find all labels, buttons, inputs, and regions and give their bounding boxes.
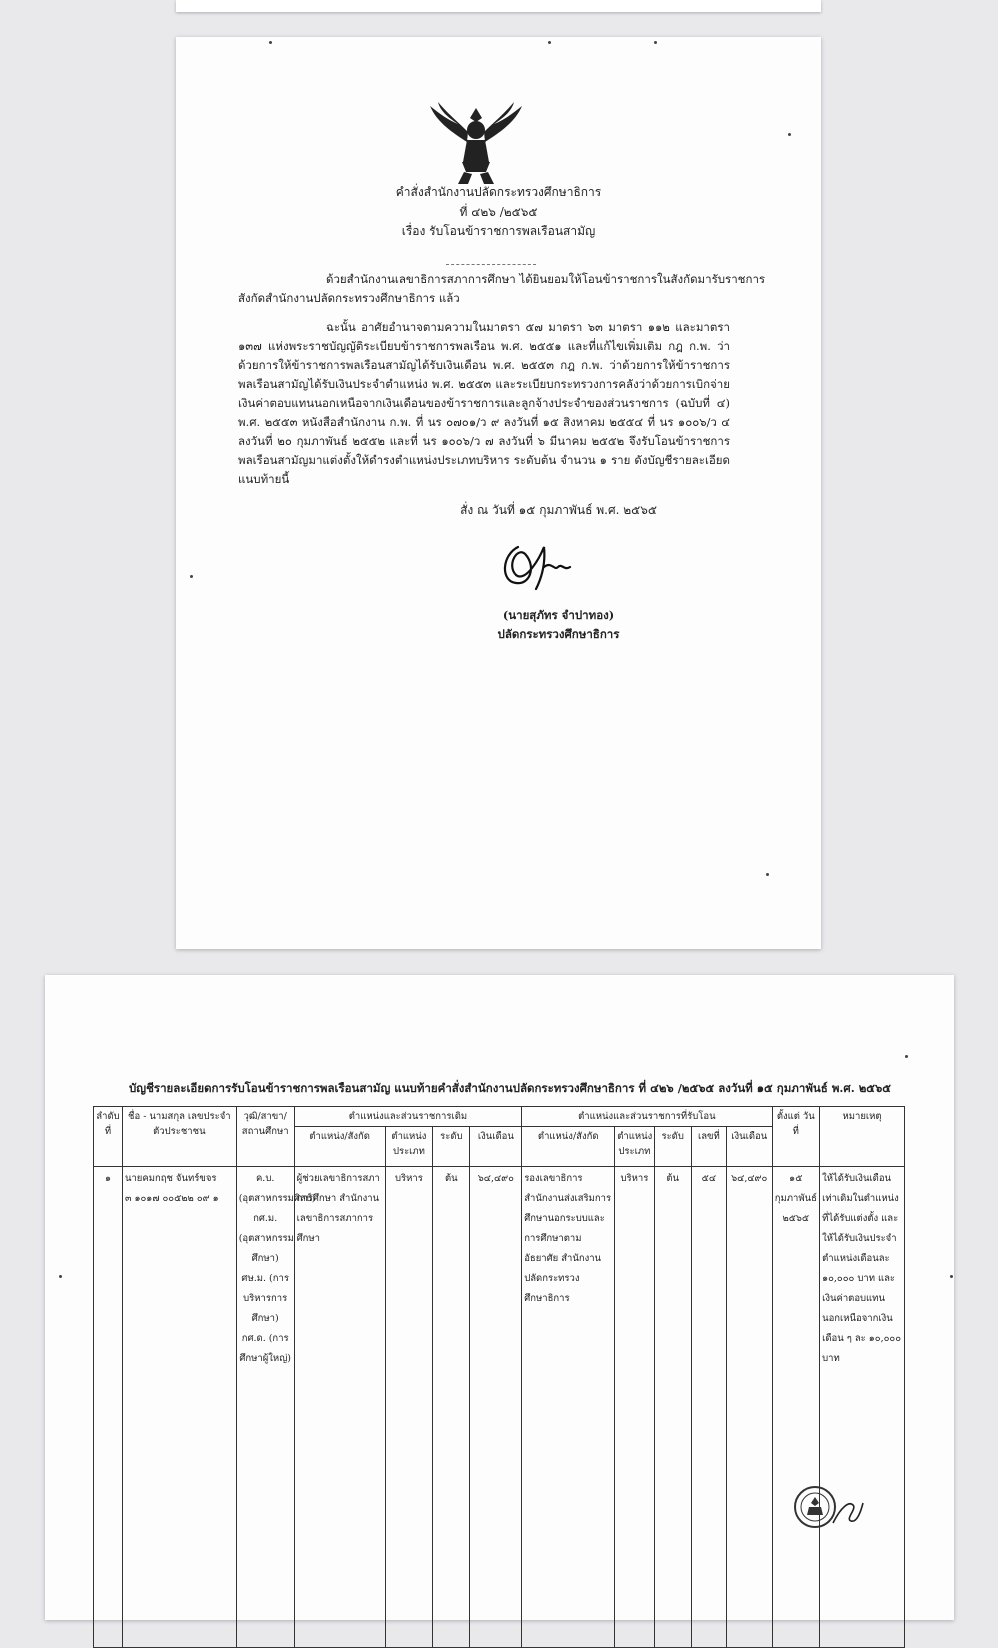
cell-remark: ให้ได้รับเงินเดือนเท่าเดิมในตำแหน่งที่ได้รับแต่งตั้ง และให้ได้รับเงินประจำตำแหน่งเดือนละ ๑๐,๐๐๐ บาท และเงินค่าตอบแทนนอกเหนือจากเงินเดือน ๆ ละ ๑๐,๐๐๐ บาท: [820, 1167, 905, 1648]
header-new-no: เลขที่: [691, 1127, 726, 1167]
garuda-emblem-icon: [428, 100, 524, 190]
header-since: ตั้งแต่ วันที่: [772, 1107, 820, 1167]
header-name: ชื่อ - นามสกุล เลขประจำตัวประชาชน: [122, 1107, 236, 1167]
scan-speck: [59, 1275, 62, 1278]
scan-speck: [788, 133, 791, 136]
cell-old-type: บริหาร: [385, 1167, 433, 1648]
cell-new-position: รองเลขาธิการสำนักงานส่งเสริมการศึกษานอกระบบและการศึกษาตามอัธยาศัย สำนักงานปลัดกระทรวงศึกษาธิการ: [522, 1167, 615, 1648]
cell-new-salary: ๖๔,๔๙๐: [726, 1167, 772, 1648]
paragraph-2: ฉะนั้น อาศัยอำนาจตามความในมาตรา ๕๗ มาตรา ๖๓ มาตรา ๑๑๒ และมาตรา ๑๓๗ แห่งพระราชบัญญัติระเบียบข้าราชการพลเรือน พ.ศ. ๒๕๕๑ และที่แก้ไขเพิ่มเติม กฎ ก.พ. ว่าด้วยการให้ข้าราชการพลเรือนสามัญได้รับเงินเดือน พ.ศ. ๒๕๕๓ กฎ ก.พ. ว่าด้วยการให้ข้าราชการพลเรือนสามัญได้รับเงินประจำตำแหน่ง พ.ศ. ๒๕๕๓ และระเบียบกระทรวงการคลังว่าด้วยการเบิกจ่ายเงินค่าตอบแทนนอกเหนือจากเงินเดือนของข้าราชการและลูกจ้างประจำของส่วนราชการ (ฉบับที่ ๔) พ.ศ. ๒๕๕๓ หนังสือสำนักงาน ก.พ. ที่ นร ๐๗๐๑/ว ๙ ลงวันที่ ๑๕ สิงหาคม ๒๕๕๔ ที่ นร ๑๐๐๖/ว ๔ ลงวันที่ ๒๐ กุมภาพันธ์ ๒๕๕๒ และที่ นร ๑๐๐๖/ว ๗ ลงวันที่ ๖ มีนาคม ๒๕๕๒ จึงรับโอนข้าราชการพลเรือนสามัญมาแต่งตั้งให้ดำรงตำแหน่งประเภทบริหาร ระดับต้น จำนวน ๑ ราย ดังบัญชีรายละเอียดแนบท้ายนี้: [238, 320, 730, 486]
header-group-old: ตำแหน่งและส่วนราชการเดิม: [294, 1107, 522, 1127]
header-no: ลำดับ ที่: [94, 1107, 123, 1167]
order-number: ที่ ๔๒๖ /๒๕๖๕: [459, 205, 538, 219]
header-old-position: ตำแหน่ง/สังกัด: [294, 1127, 385, 1167]
scan-speck: [269, 41, 272, 44]
header-new-type: ตำแหน่ง ประเภท: [615, 1127, 654, 1167]
header-old-level: ระดับ: [433, 1127, 470, 1167]
previous-page-edge: [176, 0, 821, 12]
scan-speck: [548, 41, 551, 44]
divider: [446, 264, 536, 265]
order-page: [176, 37, 821, 949]
cell-new-no: ๕๔: [691, 1167, 726, 1648]
cell-no: ๑: [94, 1167, 123, 1648]
order-heading: คำสั่งสำนักงานปลัดกระทรวงศึกษาธิการ: [395, 185, 602, 199]
header-old-salary: เงินเดือน: [470, 1127, 522, 1167]
attachment-page: [45, 975, 954, 1620]
scan-speck: [190, 575, 193, 578]
header-new-level: ระดับ: [654, 1127, 691, 1167]
table-row: [94, 1167, 905, 1648]
cell-new-type: บริหาร: [615, 1167, 654, 1648]
cell-since: ๑๕ กุมภาพันธ์ ๒๕๖๕: [772, 1167, 820, 1648]
header-new-salary: เงินเดือน: [726, 1127, 772, 1167]
order-subject: เรื่อง รับโอนข้าราชการพลเรือนสามัญ: [401, 224, 596, 238]
header-remark: หมายเหตุ: [820, 1107, 905, 1167]
signer-name: (นายสุภัทร จำปาทอง): [502, 608, 615, 622]
scan-speck: [766, 873, 769, 876]
paragraph-1-line-2: สังกัดสำนักงานปลัดกระทรวงศึกษาธิการ แล้ว: [238, 291, 460, 305]
header-new-position: ตำแหน่ง/สังกัด: [522, 1127, 615, 1167]
cell-new-level: ต้น: [654, 1167, 691, 1648]
header-old-type: ตำแหน่ง ประเภท: [385, 1127, 433, 1167]
header-degree: วุฒิ/สาขา/ สถานศึกษา: [236, 1107, 294, 1167]
signature-icon: [496, 537, 586, 597]
cell-old-level: ต้น: [433, 1167, 470, 1648]
transfer-detail-table: [93, 1106, 905, 1648]
cell-degree: ค.บ. (อุตสาหกรรมศิลป์) กศ.ม. (อุตสาหกรรมศึกษา) ศษ.ม. (การบริหารการศึกษา) กศ.ด. (การศึกษาผู้ใหญ่): [236, 1167, 294, 1648]
signer-title: ปลัดกระทรวงศึกษาธิการ: [497, 627, 620, 641]
cell-old-position: ผู้ช่วยเลขาธิการสภาการศึกษา สำนักงานเลขาธิการสภาการศึกษา: [294, 1167, 385, 1648]
cell-old-salary: ๖๔,๔๙๐: [470, 1167, 522, 1648]
paragraph-1-line-1: ด้วยสำนักงานเลขาธิการสภาการศึกษา ได้ยินยอมให้โอนข้าราชการในสังกัดมารับราชการ: [326, 272, 766, 286]
ordered-date: สั่ง ณ วันที่ ๑๕ กุมภาพันธ์ พ.ศ. ๒๕๖๕: [460, 503, 657, 517]
scan-speck: [950, 1275, 953, 1278]
person-name: นายคมกฤช จันทร์ขจร: [124, 1173, 217, 1184]
header-group-new: ตำแหน่งและส่วนราชการที่รับโอน: [522, 1107, 772, 1127]
attachment-title: บัญชีรายละเอียดการรับโอนข้าราชการพลเรือนสามัญ แนบท้ายคำสั่งสำนักงานปลัดกระทรวงศึกษาธิการ ที่ ๔๒๖ /๒๕๖๕ ลงวันที่ ๑๕ กุมภาพันธ์ พ.ศ. ๒๕๖๕: [129, 1081, 891, 1095]
scan-speck: [905, 1055, 908, 1058]
scan-speck: [654, 41, 657, 44]
cell-name: [122, 1167, 236, 1648]
person-id: ๓ ๑๐๑๗ ๐๐๕๒๒ ๐๙ ๑: [124, 1193, 219, 1204]
initials-icon: [831, 1497, 865, 1527]
